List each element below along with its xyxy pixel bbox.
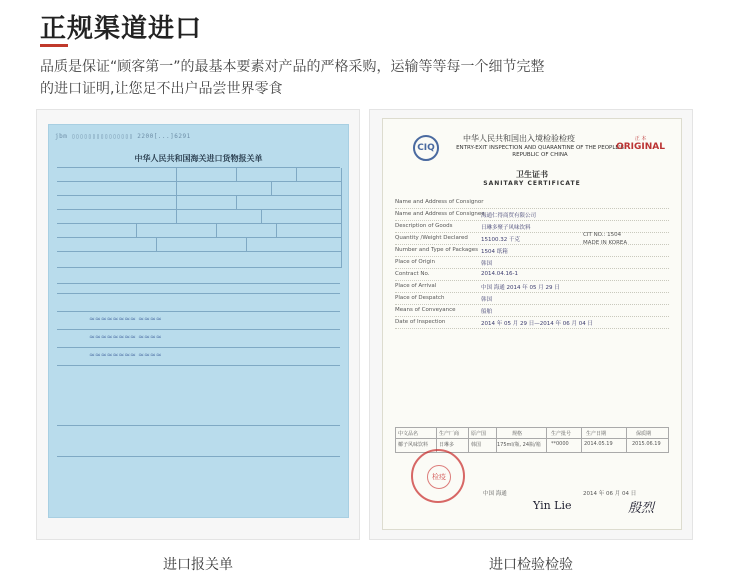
certificate-row: Means of Conveyance 船舶: [395, 305, 669, 317]
certificate-authority-en: ENTRY-EXIT INSPECTION AND QUARANTINE OF THE PEOPLE'S REPUBLIC OF CHINA: [456, 145, 624, 158]
certificate-row: Place of Arrival 中国 海通 2014 年 05 月 29 日: [395, 281, 669, 293]
description-line-2: 的进口证明,让您足不出户品尝世界零食: [40, 81, 283, 97]
description: [40, 56, 700, 100]
certificate-row: Name and Address of Consignor: [395, 197, 669, 209]
customs-serial: 2200[...]6291: [137, 133, 191, 140]
certificate-fields: [395, 197, 669, 329]
inspection-seal: 检疫: [411, 449, 465, 503]
page-title: 正规渠道进口: [40, 14, 203, 44]
ciq-logo: CIQ: [413, 135, 439, 161]
certificate-row: Description of Goods 日琳多聚子风味饮料: [395, 221, 669, 233]
customs-title: 中华人民共和国海关进口货物报关单: [134, 154, 263, 163]
certificate-row: Place of Despatch 韩国: [395, 293, 669, 305]
certificate-row: Date of Inspection 2014 年 05 月 29 日—2014 年 06 月 04 日: [395, 317, 669, 329]
customs-declaration-panel: [36, 109, 360, 540]
place-of-issue: 中国 海通: [483, 491, 507, 497]
description-line-1: 品质是保证“顾客第一”的最基本要素对产品的严格采购，运输等等每一个细节完整: [40, 59, 545, 75]
sanitary-certificate-image: [382, 118, 682, 530]
customs-declaration-image: jbm ▯▯▯▯▯▯▯▯▯▯▯▯▯▯▯ 2200[...]6291 中华人民共和国海关进口货物报关单 ≈≈≈≈≈≈≈≈ ≈≈≈≈ ≈≈≈≈≈≈≈≈ ≈≈≈≈ ≈≈≈≈≈≈≈≈ ≈≈≈≈: [48, 124, 349, 518]
officer-signature: 殷烈: [628, 501, 655, 516]
original-mark: 正 本 ORIGINAL: [616, 136, 665, 152]
product-table: 中文品名 生产厂商 原产国 规格 生产批号 生产日期 保质期 椰子风味饮料 日琳多 韩国 175ml/瓶, 24瓶/箱 **0000 2014.05.19 2015.06.19: [395, 427, 669, 453]
officer-name: Yin Lie: [533, 499, 572, 512]
title-divider: [40, 44, 68, 47]
certificate-row: Name and Address of Consignee 海通仁得商贸有限公司: [395, 209, 669, 221]
certificate-row: Place of Origin 韩国: [395, 257, 669, 269]
customs-barcode-strip: jbm ▯▯▯▯▯▯▯▯▯▯▯▯▯▯▯ 2200[...]6291: [55, 133, 191, 140]
certificate-row: Quantity /Weight Declared 15100.32 千克: [395, 233, 669, 245]
customs-stamp-area: [57, 456, 340, 497]
shipping-mark: CIT NO.: 1504 MADE IN KOREA: [583, 232, 628, 246]
caption-customs: 进口报关单: [163, 557, 233, 573]
customs-form-grid: [57, 167, 340, 268]
certificate-row: Contract No. 2014.04.16-1: [395, 269, 669, 281]
date-of-issue: 2014 年 06 月 04 日: [583, 491, 637, 497]
certificate-authority-cn: 中华人民共和国出入境检验检疫: [463, 134, 575, 143]
sanitary-certificate-panel: [369, 109, 693, 540]
caption-inspection: 进口检验检验: [489, 557, 573, 573]
certificate-row: Number and Type of Packages 1504 纸箱: [395, 245, 669, 257]
certificate-title: 卫生证书 SANITARY CERTIFICATE: [483, 170, 581, 187]
